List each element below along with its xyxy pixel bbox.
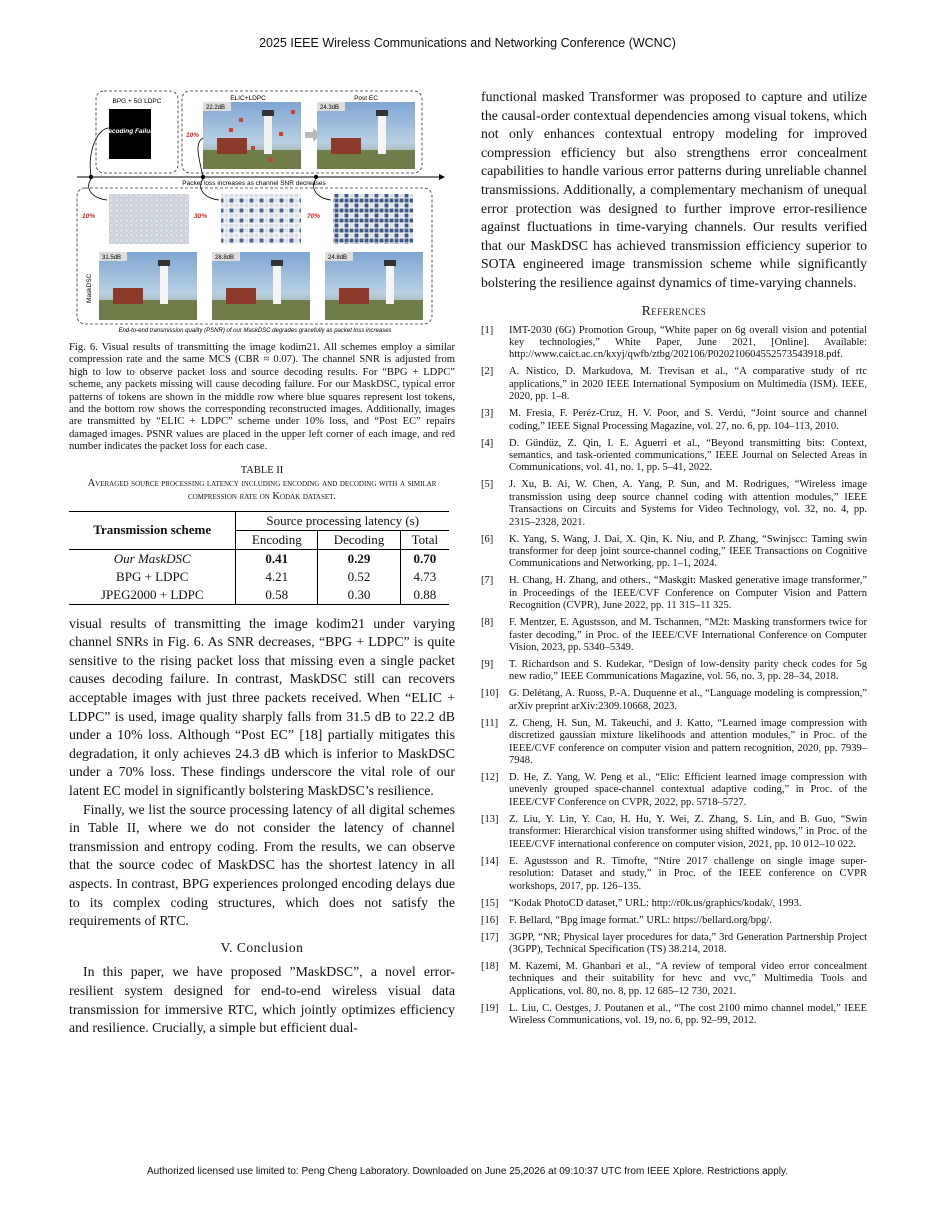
reference-number: [3] <box>481 408 494 420</box>
reference-text: L. Liu, C. Oestges, J. Poutanen et al., “The cost 2100 mimo channel model,” IEEE Wireless Communications, vol. 19, no. 6, pp. 92–99, 2012. <box>509 1002 867 1027</box>
right-column <box>481 88 867 1032</box>
col-decoding: Decoding <box>318 530 401 549</box>
row-dec: 0.52 <box>318 568 401 586</box>
elic-loss: 10% <box>186 132 200 139</box>
reference-text: F. Bellard, “Bpg image format.” URL: https://bellard.org/bpg/. <box>509 914 772 926</box>
license-footer: Authorized licensed use limited to: Peng Cheng Laboratory. Downloaded on June 25,2026 at 09:10:37 UTC from IEEE Xplore. Restrictions apply. <box>146 1166 789 1177</box>
reference-number: [15] <box>481 897 499 909</box>
row-scheme: JPEG2000 + LDPC <box>69 586 236 605</box>
reference-number: [8] <box>481 617 494 629</box>
reference-item <box>481 617 867 654</box>
reference-text: K. Yang, S. Wang, J. Dai, X. Qin, K. Niu, and P. Zhang, “Swinjscc: Taming swin transformer for deep joint source-channel coding,” IEEE Transactions on Cognitive Communications and Networking, pp. 1–1, 2024. <box>509 533 867 570</box>
token-grid-70 <box>333 194 413 244</box>
reference-item <box>481 534 867 571</box>
maskdsc-image-1 <box>99 252 197 320</box>
reference-number: [12] <box>481 772 499 784</box>
reference-text: J. Xu, B. Ai, W. Chen, A. Yang, P. Sun, and M. Rodrigues, “Wireless image transmission using deep source channel coding with attention modules,” IEEE Transactions on Circuits and Systems for Video Technology, vol. 32, no. 4, pp. 2315–2328, 2021. <box>509 479 867 528</box>
figure-bottom-caption: End-to-end transmission quality (PSNR) of our MaskDSC degrades gracefully as packet loss increases <box>118 328 392 334</box>
reference-number: [13] <box>481 813 499 825</box>
table-title: Averaged source processing latency including encoding and decoding with a similar compression rate on Kodak dataset. <box>87 477 437 502</box>
reference-item <box>481 1003 867 1028</box>
reference-item <box>481 932 867 957</box>
reference-number: [14] <box>481 855 499 867</box>
reference-text: 3GPP, “NR; Physical layer procedures for data,” 3rd Generation Partnership Project (3GPP), Technical Specification (TS) 38.214, 2018. <box>509 931 867 955</box>
reference-item <box>481 325 867 362</box>
figure-caption: Fig. 6. Visual results of transmitting the image kodim21. All schemes employ a similar compression rate and the same MCS (CBR ≈ 0.07). The channel SNR is adjusted from high to low to observe packet loss and source decoding results. For “BPG + LDPC” scheme, any packets missing will cause decoding failure. For our MaskDSC, typical error patterns of tokens are shown in the middle row where blue squares represent lost tokens, and the bottom row shows the corresponding reconstructed images. Additionally, images are transmitted by “ELIC + LDPC” scheme under 10% loss, and “Post EC” repairs damaged images. PSNR values are placed in the upper left corner of each image, and red number indicates the packet loss for each case. <box>69 342 455 453</box>
reference-text: “Kodak PhotoCD dataset,” URL: http://r0k.us/graphics/kodak/, 1993. <box>509 897 802 909</box>
reference-text: E. Agustsson and R. Timofte, “Ntire 2017 challenge on single image super-resolution: Dataset and study,” in Proc. of the IEEE conference on CVPR workshops, 2017, pp. 126–135. <box>509 855 867 892</box>
reference-number: [17] <box>481 931 499 943</box>
elic-label: ELIC+LDPC <box>230 95 266 102</box>
col-encoding: Encoding <box>236 530 318 549</box>
reference-number: [11] <box>481 717 499 729</box>
reference-item <box>481 898 867 910</box>
reference-item <box>481 366 867 403</box>
reference-text: D. He, Z. Yang, W. Peng et al., “Elic: Efficient learned image compression with unevenly grouped space-channel contextual adaptive coding,” in Proc. of the IEEE/CVF Conference on CVPR, 2022, pp. 5718–5727. <box>509 772 867 808</box>
references-heading: References <box>641 302 707 318</box>
reference-item <box>481 814 867 851</box>
token-grid-30 <box>221 194 301 244</box>
reference-item <box>481 856 867 893</box>
reference-number: [19] <box>481 1002 499 1014</box>
reference-item <box>481 915 867 927</box>
reference-text: A. Nistico, D. Markudova, M. Trevisan et al., “A comparative study of rtc applications,” in 2020 IEEE International Symposium on Multimedia (ISM). IEEE, 2020, pp. 1–8. <box>509 366 867 403</box>
loss-label-1: 10% <box>82 213 96 220</box>
row-scheme: Our MaskDSC <box>69 549 236 568</box>
row-tot: 0.70 <box>413 550 437 566</box>
reference-number: [4] <box>481 437 494 449</box>
reference-text: H. Chang, H. Zhang, and others., “Maskgit: Masked generative image transformer,” in Proceedings of the IEEE/CVF Conference on Computer Vision and Pattern Recognition (CVPR), June 2022, pp. 11 315–11 325. <box>509 575 867 612</box>
reference-number: [18] <box>481 960 499 972</box>
axis-label: Packet loss increases as channel SNR decreases <box>182 180 326 187</box>
figure-6 <box>69 88 455 338</box>
reference-item <box>481 659 867 684</box>
reference-item <box>481 772 867 809</box>
conference-header: 2025 IEEE Wireless Communications and Networking Conference (WCNC) <box>259 36 676 50</box>
table-row <box>69 586 449 605</box>
reference-number: [7] <box>481 575 494 587</box>
psnr-label-1: 31.5dB <box>102 255 122 261</box>
reference-text: Z. Liu, Y. Lin, Y. Cao, H. Hu, Y. Wei, Z. Zhang, S. Lin, and B. Guo, “Swin transformer: Hierarchical vision transformer using shifted windows,” in Proc. of the IEEE/CVF international conference on computer vision, 2021, pp. 10 012–10 022. <box>509 813 867 850</box>
table-row <box>69 549 449 568</box>
elic-image <box>203 102 301 169</box>
reference-number: [10] <box>481 688 499 700</box>
reference-text: IMT-2030 (6G) Promotion Group, “White paper on 6g overall vision and potential key technologies,” White Paper, June 2021, [Online]. Available: http://www.caict.ac.cn/kxyj/qwfb/ztbg/202106/P020210604552573543918.pdf. <box>509 324 867 361</box>
reference-number: [2] <box>481 366 494 378</box>
post-ec-psnr: 24.3dB <box>320 105 340 111</box>
loss-label-2: 30% <box>194 213 208 220</box>
row-tot: 0.88 <box>413 586 437 602</box>
row-enc: 0.58 <box>236 586 318 605</box>
reference-number: [1] <box>481 324 494 336</box>
loss-label-3: 70% <box>307 213 321 220</box>
left-column <box>69 88 455 1038</box>
reference-item <box>481 718 867 768</box>
token-grid-10 <box>109 194 189 244</box>
reference-text: M. Fresia, F. Peréz-Cruz, H. V. Poor, and S. Verdú, “Joint source and channel coding,” IEEE Signal Processing Magazine, vol. 27, no. 6, pp. 104–113, 2010. <box>509 408 867 432</box>
row-enc: 4.21 <box>236 568 318 586</box>
col-group-header: Source processing latency (s) <box>236 511 449 530</box>
maskdsc-image-2 <box>212 252 310 320</box>
reference-number: [16] <box>481 914 499 926</box>
reference-item <box>481 479 867 529</box>
table-row <box>69 568 449 586</box>
psnr-label-2: 28.8dB <box>215 255 235 261</box>
maskdsc-label: MaskDSC <box>86 273 93 303</box>
paragraph: functional masked Transformer was proposed to capture and utilize the causal-order contextual dependencies among visual tokens, which not only enhances contextual entropy modeling for improved compression efficiency but also strengthens error concealment capabilities to handle various error patterns during unreliable channel transmissions. Additionally, a complementary mechanism of unequal error protection was designed to further improve error-resilience against fluctuations in time-varying channels. Our results verified that our MaskDSC has achieved transmission efficiency superior to SOTA engineered image transmission scheme while significantly bolstering the resilience against dynamics of time-varying channels. <box>481 89 867 290</box>
col-total: Total <box>411 531 439 547</box>
decoding-failure-label: Decoding Failure <box>103 128 157 135</box>
col-scheme-header: Transmission scheme <box>69 511 236 549</box>
reference-text: T. Richardson and S. Kudekar, “Design of low-density parity check codes for 5g new radio,” IEEE Communications Magazine, vol. 56, no. 3, pp. 28–34, 2018. <box>509 659 867 683</box>
figure-6-diagram <box>69 88 455 338</box>
row-dec: 0.30 <box>318 586 401 605</box>
maskdsc-image-3 <box>325 252 423 320</box>
latency-table <box>69 511 449 605</box>
reference-item <box>481 408 867 433</box>
paragraph: Finally, we list the source processing latency of all digital schemes in Table II, where we do not consider the latency of channel transmission and entropy coding. From the results, we can observe that the source codec of MaskDSC has the shortest latency in all aspects. In contrast, BPG experiences prolonged encoding delays due to its complex coding structures, which does not satisfy the requirements of RTC. <box>69 801 455 929</box>
reference-text: Z. Cheng, H. Sun, M. Takeuchi, and J. Katto, “Learned image compression with discretized gaussian mixture likelihoods and attention modules,” in Proc. of the IEEE/CVF conference on computer vision and pattern recognition, 2020, pp. 7939–7948. <box>509 717 867 767</box>
elic-psnr: 22.2dB <box>206 105 226 111</box>
reference-number: [6] <box>481 533 494 545</box>
reference-number: [9] <box>481 659 494 671</box>
table-label: TABLE II <box>240 464 284 476</box>
right-body <box>481 88 867 293</box>
reference-item <box>481 438 867 475</box>
row-tot: 4.73 <box>413 568 437 584</box>
reference-list <box>481 325 867 1028</box>
row-enc: 0.41 <box>236 549 318 568</box>
psnr-label-3: 24.8dB <box>328 255 348 261</box>
row-scheme: BPG + LDPC <box>69 568 236 586</box>
reference-text: F. Mentzer, E. Agustsson, and M. Tschannen, “M2t: Masking transformers twice for faster decoding,” in Proc. of the IEEE/CVF International Conference on Computer Vision, 2023, pp. 5340–5349. <box>509 617 867 654</box>
row-dec: 0.29 <box>318 549 401 568</box>
left-body <box>69 615 455 1038</box>
paragraph: In this paper, we have proposed ”MaskDSC”, a novel error-resilient system designed for end-to-end wireless visual data transmission for immersive RTC, which jointly optimizes efficiency and resilience. Crucially, a simple but efficient dual- <box>69 964 455 1036</box>
section-heading: V. Conclusion <box>220 939 304 955</box>
reference-item <box>481 575 867 612</box>
reference-text: M. Kazemi, M. Ghanbari et al., “A review of temporal video error concealment techniques and their suitability for hevc and vvc,” Multimedia Tools and Applications, vol. 80, no. 8, pp. 12 685–12 730, 2021. <box>509 960 867 997</box>
reference-text: G. Delétang, A. Ruoss, P.-A. Duquenne et al., “Language modeling is compression,” arXiv preprint arXiv:2309.10668, 2023. <box>509 688 867 712</box>
reference-number: [5] <box>481 479 494 491</box>
table-caption <box>69 464 455 503</box>
reference-item <box>481 961 867 998</box>
paragraph: visual results of transmitting the image kodim21 under varying channel SNRs in Fig. 6. As SNR decreases, “BPG + LDPC” is quite sensitive to the rising packet loss that missing even a single packet causes decoding failure. In contrast, MaskDSC still can recovers acceptable images with just three packets received. When “ELIC + LDPC” is used, image quality sharply falls from 31.5 dB to 22.2 dB under a 10% loss. Although “Post EC” [18] partially mitigates this degradation, it only achieves 24.3 dB which is inferior to MaskDSC under a 70% loss. These findings underscore the vital role of our latent EC model in significantly bolstering MaskDSC’s resilience. <box>69 615 455 798</box>
bpg-label: BPG + 5G LDPC <box>112 98 162 105</box>
reference-text: D. Gündüz, Z. Qin, I. E. Aguerri et al., “Beyond transmitting bits: Context, semantics, and task-oriented communications,” IEEE Journal on Selected Areas in Communications, vol. 41, no. 1, pp. 5–41, 2022. <box>509 437 867 474</box>
reference-item <box>481 688 867 713</box>
post-ec-image <box>317 102 415 169</box>
post-ec-label: Post EC <box>354 95 378 102</box>
